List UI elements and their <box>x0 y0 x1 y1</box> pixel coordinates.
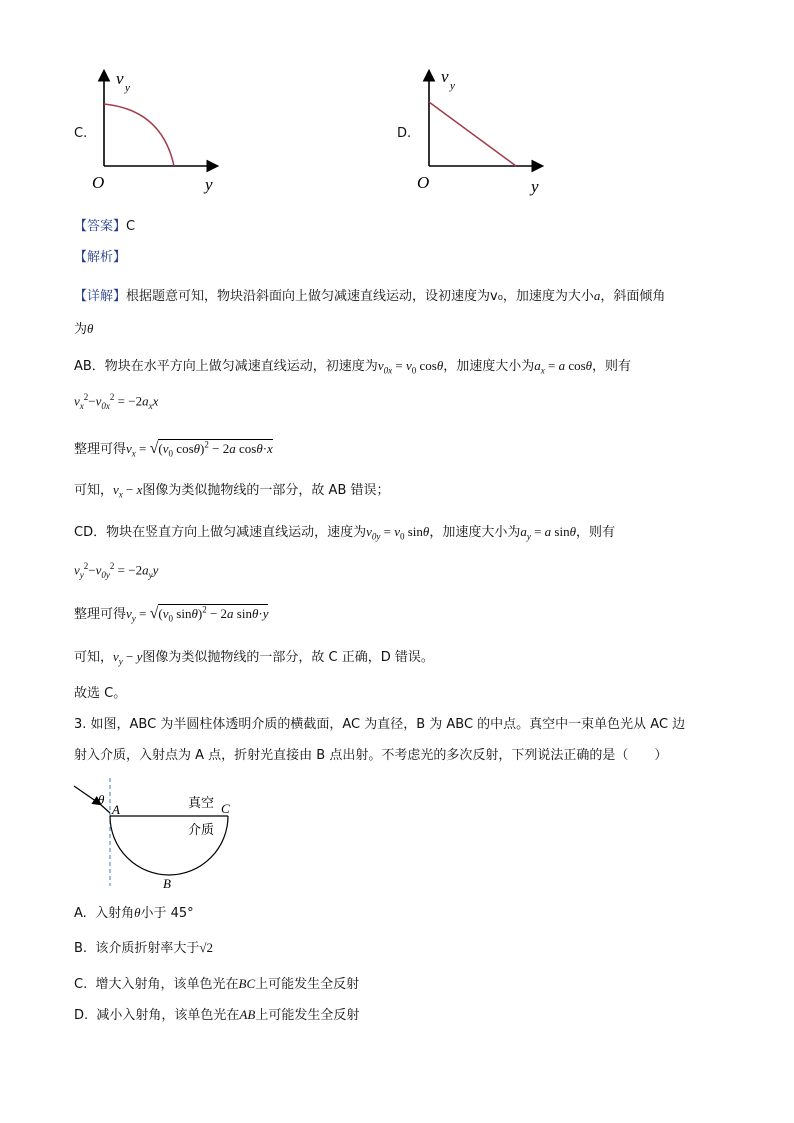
graph-c <box>88 64 228 198</box>
graph-c-axis-sub: y <box>125 82 130 94</box>
option-a-theta: θ <box>134 905 141 920</box>
cd-equation: $v_y^2-v_{0y}^2 = -2a_yy$ <box>74 561 159 580</box>
option-a-text-2: 小于 45° <box>140 906 194 921</box>
option-a-text-1: 入射角 <box>95 906 135 921</box>
detail-theta: θ <box>87 321 94 336</box>
cd-text-5: 可知， <box>74 650 114 665</box>
option-b-text-1: 该介质折射率大于 <box>95 941 200 956</box>
point-a-label: A <box>112 802 120 817</box>
q3-line-1: 3. 如图，ABC 为半圆柱体透明介质的横截面，AC 为直径，B 为 ABC 的中点。真空中一束单色光从 AC 边 <box>74 717 686 732</box>
option-b-value: √2 <box>199 940 213 955</box>
option-c-text-2: 上可能发生全反射 <box>255 977 360 992</box>
graph-d-axis-label: v <box>441 67 449 86</box>
ab-text-4: 整理可得 <box>74 442 127 457</box>
graph-c-axis-label: v <box>116 69 124 88</box>
graph-d-axis-sub: y <box>450 80 455 92</box>
point-b-label: B <box>163 876 171 891</box>
conclusion: 故选 C。 <box>74 686 127 701</box>
answer-line <box>74 215 135 234</box>
q3-option-a <box>74 902 194 921</box>
option-c-seg: BC <box>238 976 256 991</box>
cd-text-6: 图像为类似抛物线的一部分，故 C 正确，D 错误。 <box>142 650 434 665</box>
ab-formula-v0x: $v_{0x} = v_0$ cosθ <box>377 358 444 376</box>
graph-d-x-label: y <box>531 177 539 196</box>
detail-text-1: 根据题意可知，物块沿斜面向上做匀减速直线运动，设初速度为v₀，加速度为大小 <box>126 289 594 304</box>
detail-tag: 【详解】 <box>74 289 127 304</box>
ab-line-1 <box>74 355 631 376</box>
option-c-letter: C. <box>74 977 88 992</box>
cd-text-2: ，加速度大小为 <box>429 525 521 540</box>
q3-option-b <box>74 937 213 956</box>
cd-line-4 <box>74 646 434 667</box>
graph-d-origin: O <box>417 173 430 192</box>
ab-text-1: AB．物块在水平方向上做匀减速直线运动，初速度为 <box>74 359 378 374</box>
q3-figure <box>66 776 246 894</box>
answer-value: C <box>126 219 136 234</box>
medium-label: 介质 <box>188 823 215 838</box>
cd-text-4: 整理可得 <box>74 607 127 622</box>
graph-d <box>413 64 553 198</box>
option-b-letter: B. <box>74 941 88 956</box>
cd-text-3: ，则有 <box>575 525 615 540</box>
detail-line-2 <box>74 318 93 337</box>
cd-formula-vy: $v_y = √(v_0$ sinθ)$^2$ − 2a sinθ·y <box>126 604 269 624</box>
detail-line-1 <box>74 285 665 304</box>
analysis-tag: 【解析】 <box>74 250 127 265</box>
cd-formula-vy-y: $v_y - y$ <box>113 649 143 667</box>
ab-text-5: 可知， <box>74 483 114 498</box>
ab-line-4 <box>74 479 390 500</box>
detail-text-2: ，斜面倾角 <box>600 289 666 304</box>
detail-var-a: a <box>593 288 601 303</box>
option-d-letter: D. <box>74 1008 89 1023</box>
incident-ray <box>74 786 100 804</box>
option-d-label: D. <box>397 126 412 141</box>
cd-line-1 <box>74 521 615 542</box>
ab-formula-vx-x: $v_x - x$ <box>113 482 143 500</box>
ab-equation: $v_x^2-v_{0x}^2 = -2a_xx$ <box>74 392 159 411</box>
vacuum-label: 真空 <box>188 796 215 811</box>
ab-text-2: ，加速度大小为 <box>443 359 535 374</box>
ab-line-3 <box>74 438 273 459</box>
ab-formula-vx: $v_x = √(v_0$ cosθ)$^2$ − 2a cosθ·x <box>126 439 273 459</box>
cd-text-1: CD．物块在竖直方向上做匀减速直线运动，速度为 <box>74 525 367 540</box>
option-d-text-2: 上可能发生全反射 <box>255 1008 360 1023</box>
option-c-label: C. <box>74 126 88 141</box>
ab-text-6: 图像为类似抛物线的一部分，故 AB 错误； <box>142 483 390 498</box>
q3-option-d <box>74 1004 359 1023</box>
q3-option-c <box>74 973 359 992</box>
graph-c-origin: O <box>92 173 105 192</box>
graph-d-line <box>429 102 516 166</box>
option-c-text-1: 增大入射角，该单色光在 <box>95 977 239 992</box>
answer-tag: 【答案】 <box>74 219 127 234</box>
point-c-label: C <box>221 801 230 816</box>
ab-formula-ax: $a_x = a$ cosθ <box>534 358 593 376</box>
graph-c-curve <box>104 104 174 166</box>
option-d-seg: AB <box>239 1007 256 1022</box>
cd-line-3 <box>74 603 268 624</box>
cd-formula-v0y: $v_{0y} = v_0$ sinθ <box>366 524 430 542</box>
detail-text-3: 为 <box>74 322 88 337</box>
q3-line-2: 射入介质，入射点为 A 点，折射光直接由 B 点出射。不考虑光的多次反射，下列说法正确的是（ ） <box>74 748 668 763</box>
ab-text-3: ，则有 <box>592 359 632 374</box>
option-a-letter: A. <box>74 906 87 921</box>
graph-c-x-label: y <box>205 175 213 194</box>
cd-formula-ay: $a_y = a$ sinθ <box>520 524 576 542</box>
option-d-text-1: 减小入射角，该单色光在 <box>96 1008 240 1023</box>
theta-label: θ <box>98 792 105 807</box>
